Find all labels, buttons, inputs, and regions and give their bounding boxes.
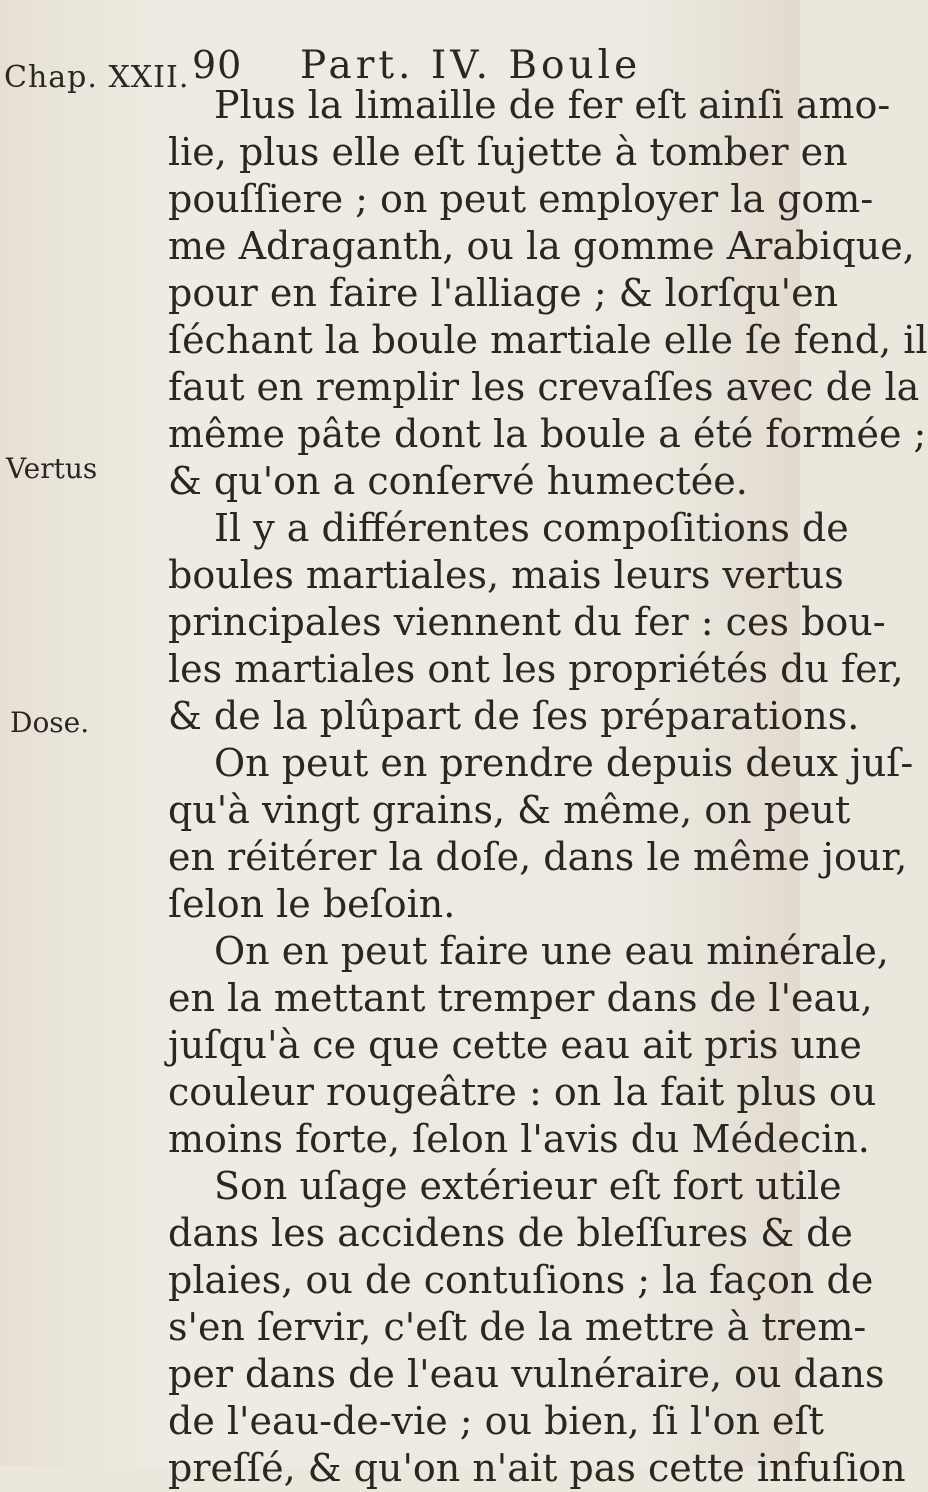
text-line: On peut en prendre depuis deux juſ- [214, 741, 914, 785]
text-line: ſéchant la boule martiale elle ſe fend, il [168, 318, 928, 362]
text-line: lie, plus elle eſt ſujette à tomber en [168, 130, 848, 174]
margin-note-vertus: Vertus [6, 452, 98, 485]
text-line: dans les accidens de bleſſures & de [168, 1211, 853, 1255]
text-line: Il y a différentes compoſitions de [214, 506, 849, 550]
text-line: On en peut faire une eau minérale, [214, 929, 889, 973]
text-line: s'en ſervir, c'eſt de la mettre à trem- [168, 1305, 867, 1349]
text-line: pour en faire l'alliage ; & lorſqu'en [168, 271, 839, 315]
text-line: boules martiales, mais leurs vertus [168, 553, 844, 597]
text-line: & qu'on a conſervé humectée. [168, 459, 748, 503]
text-line: de l'eau-de-vie ; ou bien, ſi l'on eſt [168, 1399, 824, 1443]
text-line: juſqu'à ce que cette eau ait pris une [168, 1023, 862, 1067]
text-line: Plus la limaille de fer eſt ainſi amo- [214, 83, 891, 127]
text-line: en réitérer la doſe, dans le même jour, [168, 835, 908, 879]
text-line: me Adraganth, ou la gomme Arabique, [168, 224, 915, 268]
text-line: Son uſage extérieur eſt fort utile [214, 1164, 842, 1208]
text-line: même pâte dont la boule a été formée ; [168, 412, 927, 456]
text-line: qu'à vingt grains, & même, on peut [168, 788, 851, 832]
text-line: couleur rougeâtre : on la fait plus ou [168, 1070, 877, 1114]
margin-note-dose: Dose. [10, 706, 90, 739]
text-line: en la mettant tremper dans de l'eau, [168, 976, 873, 1020]
text-line: preſſé, & qu'on n'ait pas cette infuſion [168, 1446, 906, 1490]
text-line: ſelon le beſoin. [168, 882, 456, 926]
text-line: moins forte, ſelon l'avis du Médecin. [168, 1117, 870, 1161]
text-line: principales viennent du fer : ces bou- [168, 600, 886, 644]
text-line: per dans de l'eau vulnéraire, ou dans [168, 1352, 885, 1396]
text-line: les martiales ont les propriétés du fer, [168, 647, 904, 691]
text-line: pouſſiere ; on peut employer la gom- [168, 177, 874, 221]
text-line: faut en remplir les crevaſſes avec de la [168, 365, 920, 409]
page-number: 90 [192, 43, 243, 87]
running-head: Part. IV. Boule [300, 43, 642, 88]
text-line: plaies, ou de contuſions ; la façon de [168, 1258, 874, 1302]
text-line: & de la plûpart de ſes préparations. [168, 694, 860, 738]
chapter-label: Chap. XXII. [4, 60, 190, 95]
body-text [168, 82, 928, 1492]
